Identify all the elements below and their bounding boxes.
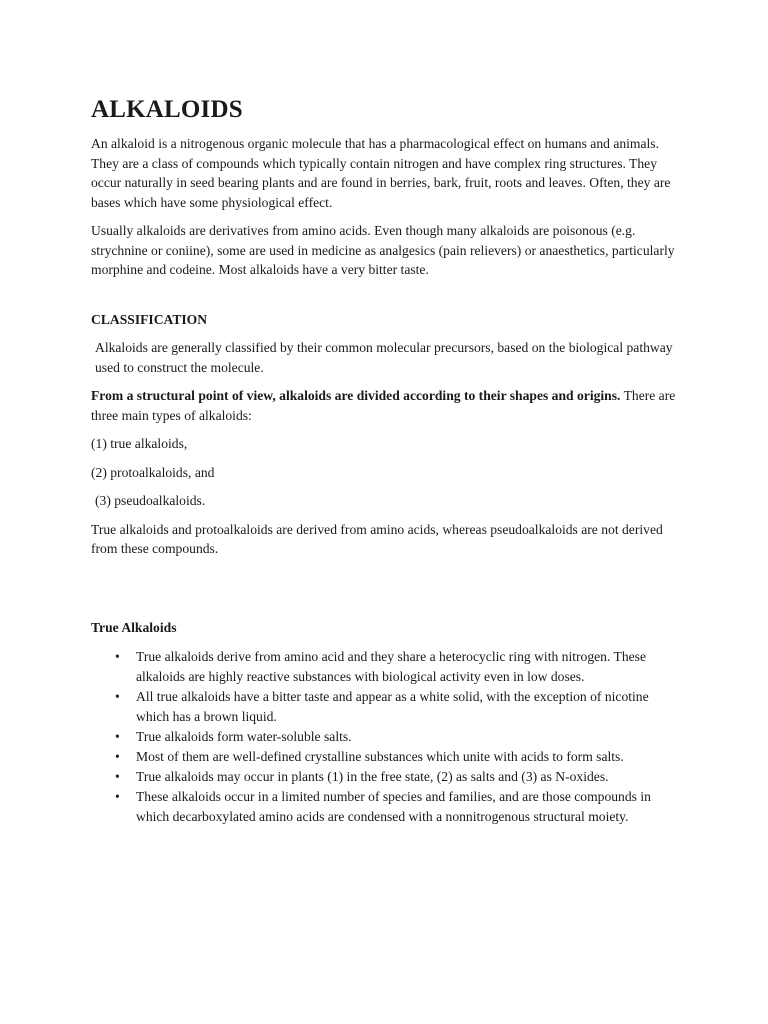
bullet-icon: • [115, 789, 120, 804]
section-heading-true-alkaloids: True Alkaloids [91, 619, 177, 635]
alkaloid-type-item: (3) pseudoalkaloids. [95, 493, 206, 508]
intro-paragraph: An alkaloid is a nitrogenous organic molecule that has a pharmacological effect on humans and animals. They are a class of compounds which typically contain nitrogen and have complex ring structures. They occur naturally in seed bearing plants and are found in berries, bark, fruit, roots and leaves. Often, they are bases which have some physiological effect. [91, 136, 671, 210]
list-item [91, 747, 681, 767]
document-page [91, 96, 681, 827]
list-item-text: True alkaloids may occur in plants (1) in the free state, (2) as salts and (3) as N-oxides. [136, 769, 609, 784]
bullet-icon: • [115, 689, 120, 704]
list-item-text: True alkaloids form water-soluble salts. [136, 729, 352, 744]
list-item [91, 767, 681, 787]
derivation-note: True alkaloids and protoalkaloids are derived from amino acids, whereas pseudoalkaloids are not derived from these compounds. [91, 521, 663, 556]
intro-paragraph: Usually alkaloids are derivatives from amino acids. Even though many alkaloids are poisonous (e.g. strychnine or coniine), some are used in medicine as analgesics (pain relievers) or anaesthetics, particularly morphine and codeine. Most alkaloids have a very bitter taste. [91, 223, 675, 277]
structural-bold-text: From a structural point of view, alkaloids are divided according to their shapes and origins. [91, 388, 621, 403]
true-alkaloids-list [91, 647, 681, 827]
alkaloid-type-item: (2) protoalkaloids, and [91, 464, 215, 480]
structural-paragraph [91, 386, 681, 425]
structural-rest-text: There are three main types of alkaloids: [91, 388, 676, 423]
list-item [91, 787, 681, 827]
list-item [91, 647, 681, 687]
section-heading-classification: CLASSIFICATION [91, 311, 208, 327]
document-title: ALKALOIDS [91, 96, 243, 123]
bullet-icon: • [115, 729, 120, 744]
bullet-icon: • [115, 749, 120, 764]
list-item [91, 687, 681, 727]
classification-paragraph: Alkaloids are generally classified by their common molecular precursors, based on the biological pathway used to construct the molecule. [95, 340, 673, 375]
list-item-text: All true alkaloids have a bitter taste and appear as a white solid, with the exception of nicotine which has a brown liquid. [136, 689, 649, 724]
list-item-text: Most of them are well-defined crystalline substances which unite with acids to form salts. [136, 749, 624, 764]
bullet-icon: • [115, 769, 120, 784]
list-item [91, 727, 681, 747]
list-item-text: These alkaloids occur in a limited number of species and families, and are those compounds in which decarboxylated amino acids are condensed with a nonnitrogenous structural moiety. [136, 789, 651, 824]
alkaloid-type-item: (1) true alkaloids, [91, 436, 188, 451]
list-item-text: True alkaloids derive from amino acid and they share a heterocyclic ring with nitrogen. These alkaloids are highly reactive substances with biological activity even in low doses. [136, 649, 646, 684]
bullet-icon: • [115, 649, 120, 664]
